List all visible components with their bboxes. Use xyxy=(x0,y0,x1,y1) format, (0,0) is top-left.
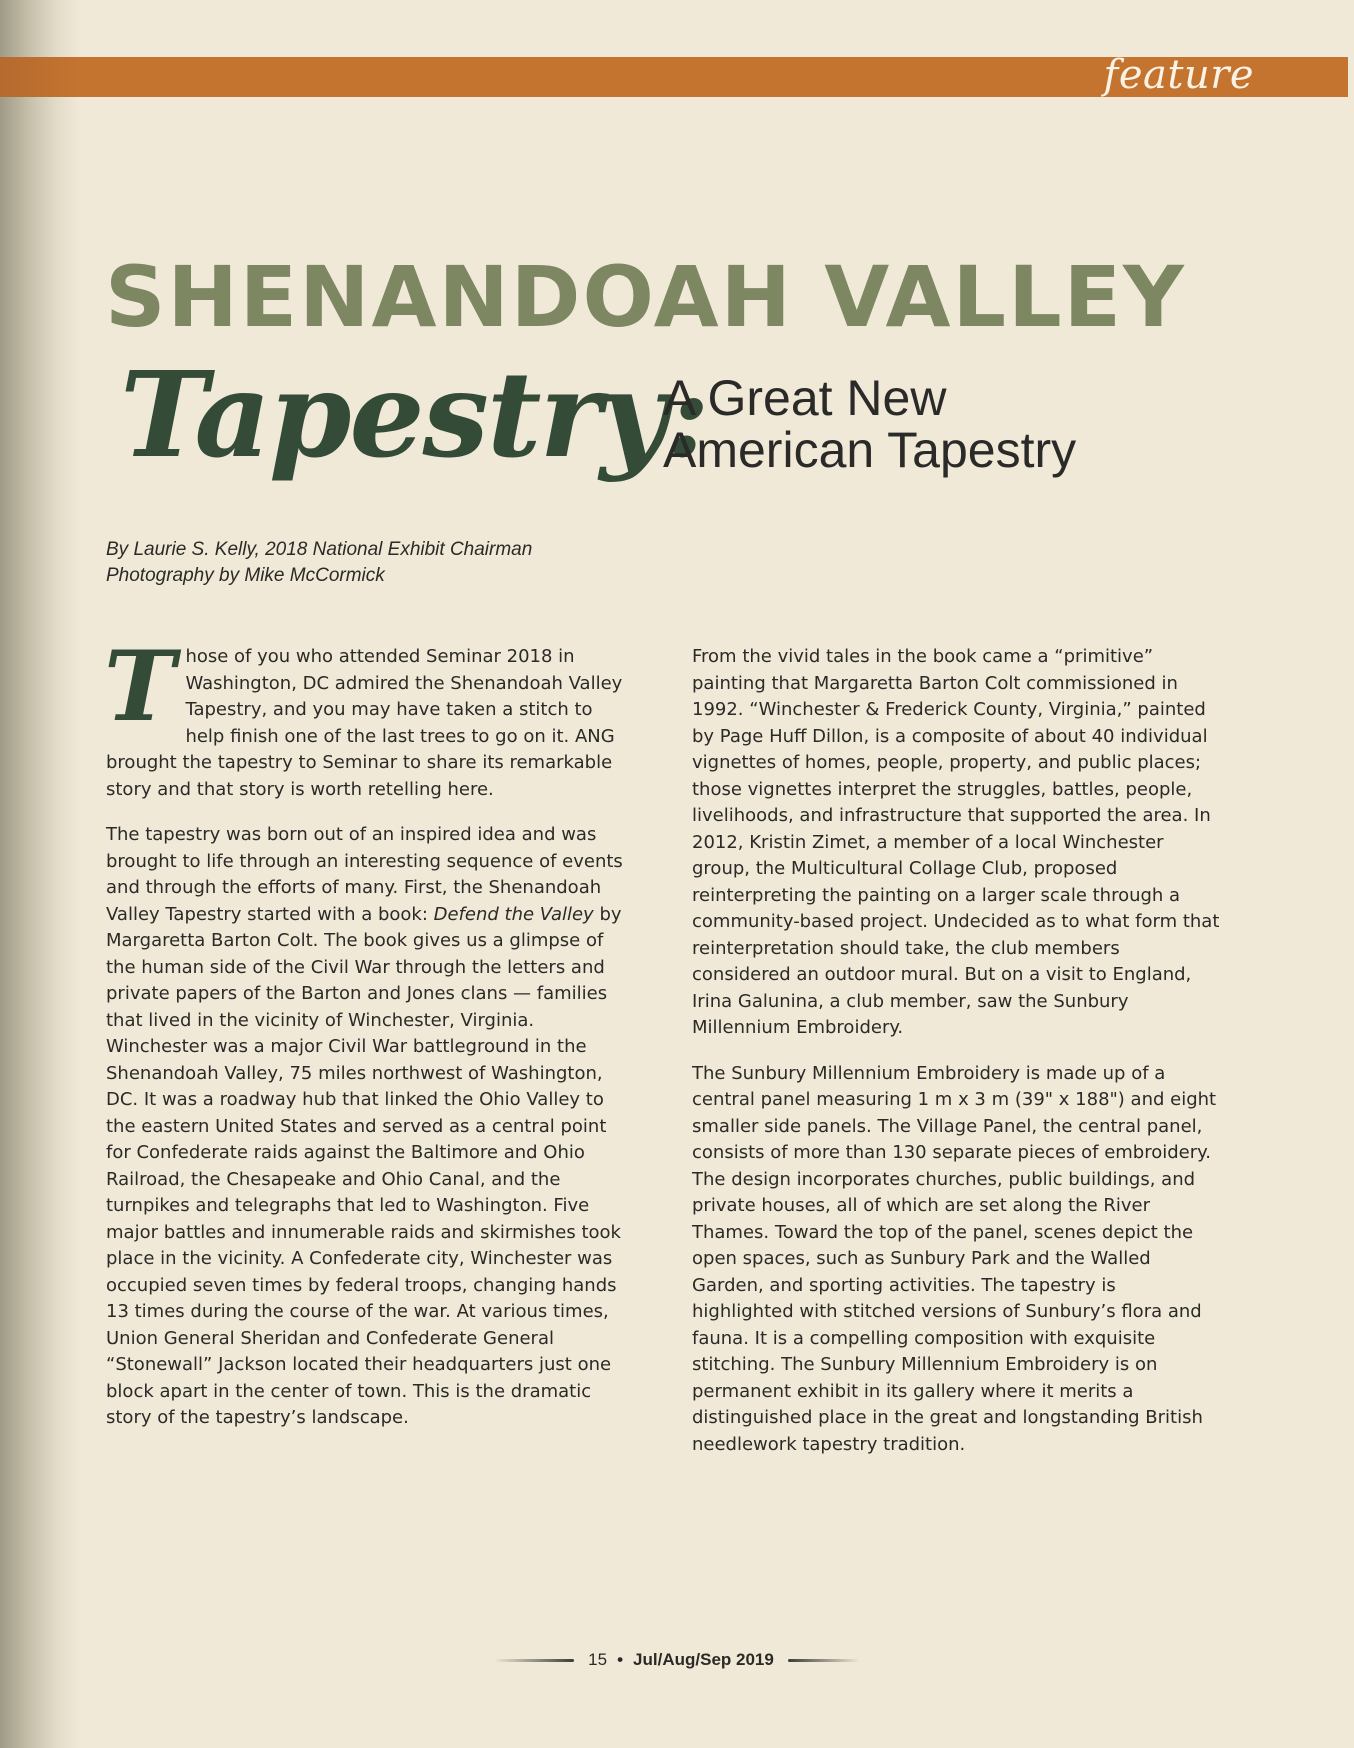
article-title-script: Tapestry: xyxy=(120,345,708,484)
left-paragraph-2-rest: by Margaretta Barton Colt. The book gives us a glimpse of the human side of the Civil War through the letters and private papers of the Barton and Jones clans — families that lived in the vicinity of Winchester, Virginia. Winchester was a major Civil War battleground in the Shenandoah Valley, 75 miles northwest of Washington, DC. It was a roadway hub that linked the Ohio Valley to the eastern United States and served as a central point for Confederate raids against the Baltimore and Ohio Railroad, the Chesapeake and Ohio Canal, and the turnpikes and telegraphs that led to Washington. Five major battles and innumerable raids and skirmishes took place in the vicinity. A Confederate city, Winchester was occupied seven times by federal troops, changing hands 13 times during the course of the war. At various times, Union General Sheridan and Confederate General “Stonewall” Jackson located their headquarters just one block apart in the center of town. This is the dramatic story of the tapestry’s landscape. xyxy=(106,903,622,1428)
left-paragraph-1-text: hose of you who attended Seminar 2018 in Washington, DC admired the Shenandoah Valley Tapestry, and you may have taken a stitch to help finish one of the last trees to go on it. ANG brought the tapestry to Seminar to share its remarkable story and that story is worth retelling here. xyxy=(106,646,623,800)
page-footer xyxy=(0,1650,1354,1670)
left-paragraph-2 xyxy=(106,822,636,1432)
footer-rule-left xyxy=(494,1659,574,1662)
left-paragraph-1 xyxy=(104,630,636,803)
section-label: feature xyxy=(1103,52,1254,98)
byline-author: By Laurie S. Kelly, 2018 National Exhibit Chairman xyxy=(106,539,533,560)
left-column xyxy=(104,630,636,1451)
issue-date: Jul/Aug/Sep 2019 xyxy=(633,1650,774,1669)
byline-photography: Photography by Mike McCormick xyxy=(106,565,385,586)
right-paragraph-2: The Sunbury Millennium Embroidery is made up of a central panel measuring 1 m x 3 m (39" x 188") and eight smaller side panels. The Village Panel, the central panel, consists of more than 130 separate pieces of embroidery. The design incorporates churches, public buildings, and private houses, all of which are set along the River Thames. Toward the top of the panel, scenes depict the open spaces, such as Sunbury Park and the Walled Garden, and sporting activities. The tapestry is highlighted with stitched versions of Sunbury’s flora and fauna. It is a compelling composition with exquisite stitching. The Sunbury Millennium Embroidery is on permanent exhibit in its gallery where it merits a distinguished place in the great and longstanding British needlework tapestry tradition. xyxy=(692,1062,1217,1455)
book-title: Defend the Valley xyxy=(433,903,594,925)
drop-cap: T xyxy=(104,630,176,743)
footer-rule-right xyxy=(788,1659,860,1662)
book-spine-shadow xyxy=(0,0,80,1748)
page-number: 15 xyxy=(588,1650,608,1669)
right-column xyxy=(692,644,1222,1477)
subtitle-line-2: American Tapestry xyxy=(663,422,1077,478)
left-paragraph-2-start: The tapestry was born out of an inspired idea and was brought to life through an interesting sequence of events and through the efforts of many. First, the Shenandoah Valley Tapestry started with a book: xyxy=(106,824,623,925)
article-title: SHENANDOAH VALLEY xyxy=(105,248,1186,346)
footer-separator: • xyxy=(617,1650,624,1669)
right-paragraph-1: From the vivid tales in the book came a “primitive” painting that Margaretta Barton Colt commissioned in 1992. “Winchester & Frederick County, Virginia,” painted by Page Huff Dillon, is a composite of about 40 individual vignettes of homes, people, property, and public places; those vignettes interpret the struggles, battles, people, livelihoods, and infrastructure that supported the area. In 2012, Kristin Zimet, a member of a local Winchester group, the Multicultural Collage Club, proposed reinterpreting the painting on a larger scale through a community-based project. Undecided as to what form that reinterpretation should take, the club members considered an outdoor mural. But on a visit to England, Irina Galunina, a club member, saw the Sunbury Millennium Embroidery. xyxy=(692,646,1220,1038)
byline xyxy=(106,537,532,589)
subtitle-line-1: A Great New xyxy=(663,370,947,426)
article-subtitle xyxy=(663,372,1076,476)
